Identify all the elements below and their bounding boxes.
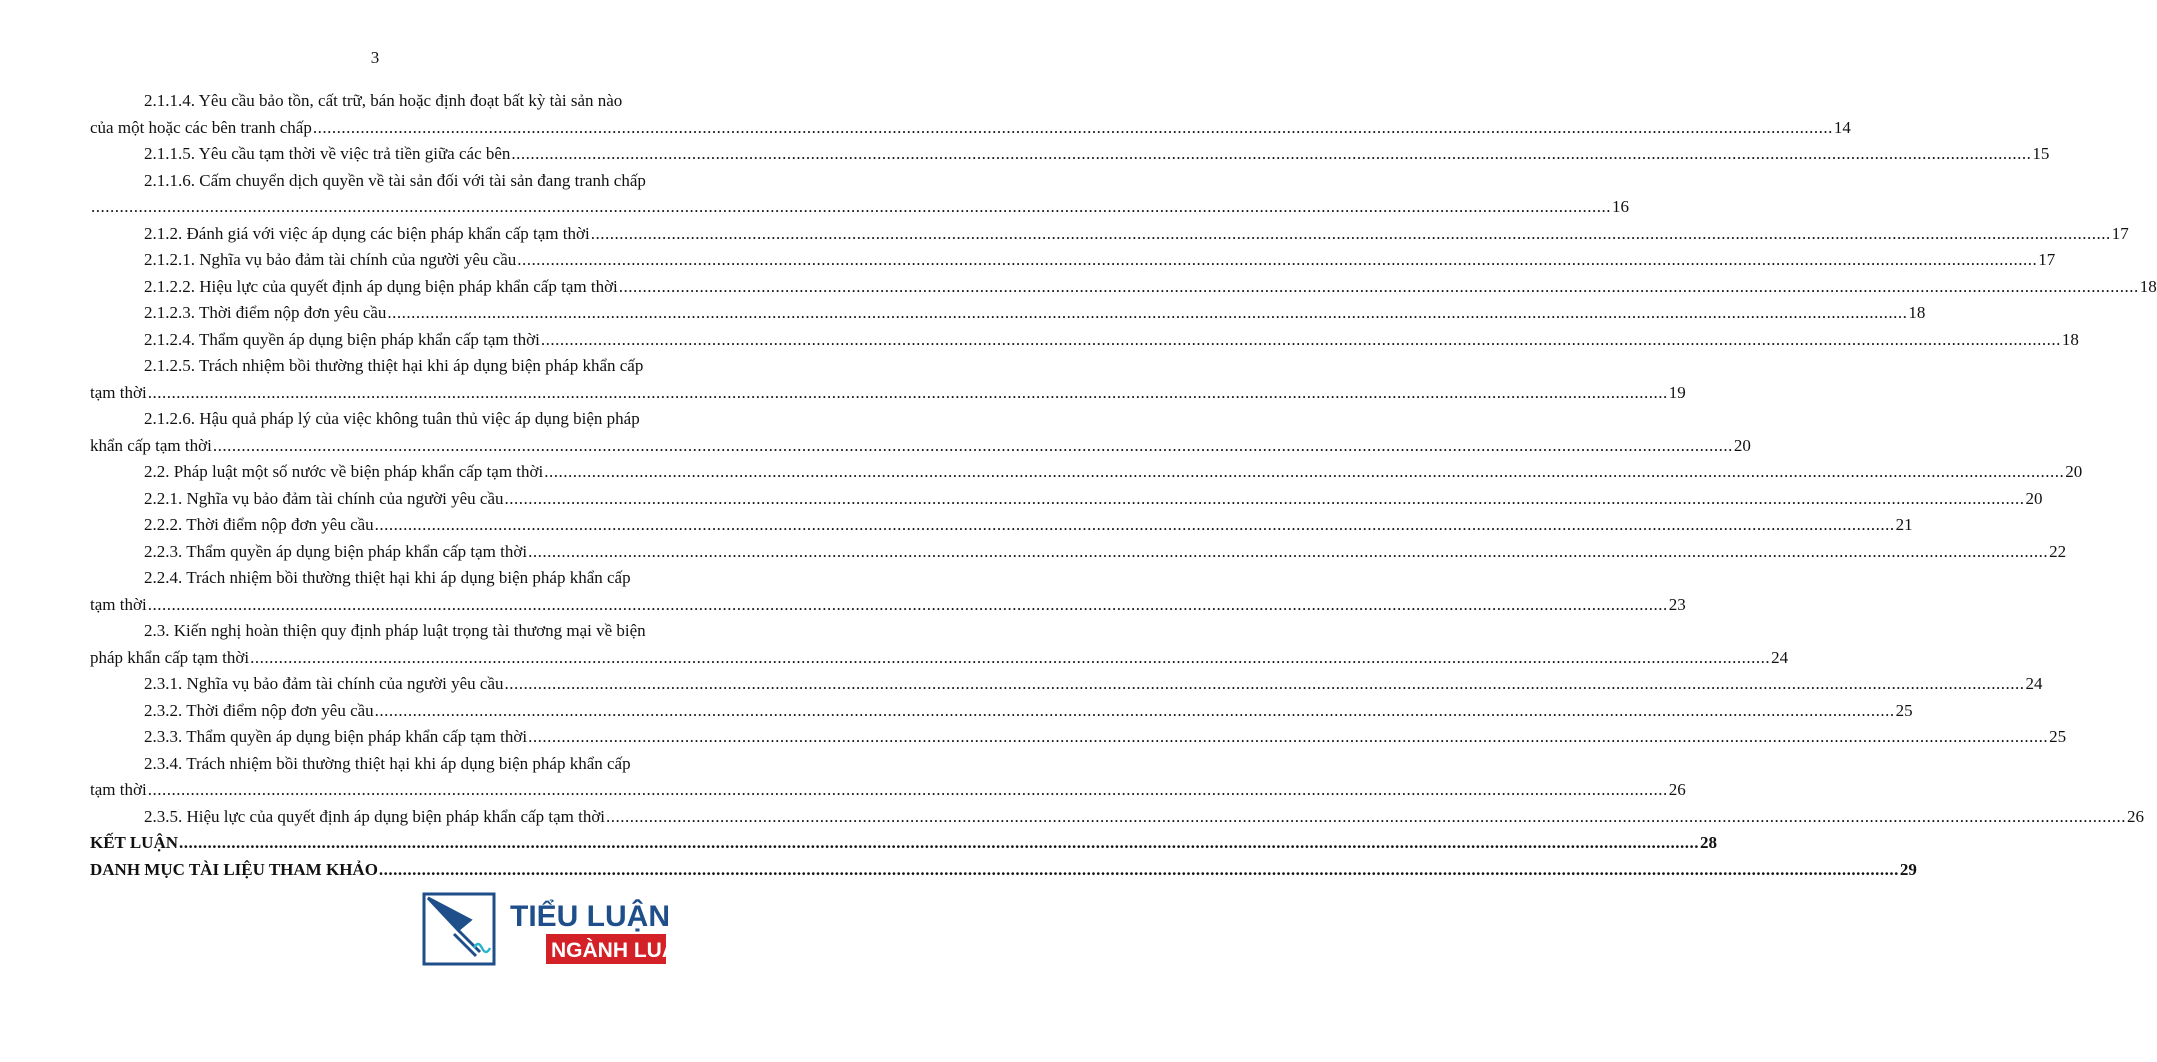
toc-entry[interactable] — [90, 698, 1913, 725]
toc-page-number: 17 — [2111, 223, 2129, 243]
toc-entry-text-line1: 2.2.4. Trách nhiệm bồi thường thiệt hại khi áp dụng biện pháp khẩn cấp — [144, 568, 631, 587]
toc-leader — [591, 221, 2111, 248]
toc-leader — [148, 777, 1668, 804]
toc-entry-text: 2.3.3. Thẩm quyền áp dụng biện pháp khẩn cấp tạm thời — [144, 727, 528, 746]
toc-leader — [213, 433, 1733, 460]
toc-entry[interactable] — [90, 486, 2043, 513]
toc-entry-text: 2.3.5. Hiệu lực của quyết định áp dụng biện pháp khẩn cấp tạm thời — [144, 806, 606, 826]
toc-entry-text: 2.3.1. Nghĩa vụ bảo đảm tài chính của người yêu cầu — [144, 674, 504, 693]
toc-entry[interactable] — [90, 459, 2083, 486]
toc-entry-text: 2.3.2. Thời điểm nộp đơn yêu cầu — [144, 700, 374, 720]
toc-page-number: 20 — [2065, 462, 2083, 481]
toc-entry[interactable] — [90, 724, 2067, 751]
toc-entry-text: khẩn cấp tạm thời — [90, 435, 212, 455]
toc-entry-text-line1: 2.1.1.4. Yêu cầu bảo tồn, cất trữ, bán hoặc định đoạt bất kỳ tài sản nào — [144, 91, 623, 110]
toc-page-number: 20 — [2025, 488, 2043, 508]
toc-page-number: 26 — [1668, 780, 1686, 799]
toc-entry[interactable] — [90, 804, 2145, 831]
toc-page-number: 24 — [1771, 647, 1789, 667]
toc-entry[interactable] — [90, 247, 2056, 274]
toc-leader — [619, 274, 2139, 301]
toc-entry[interactable] — [90, 88, 1851, 141]
toc-page-number: 21 — [1895, 515, 1913, 534]
toc-leader — [250, 645, 1770, 672]
toc-entry-text: 2.1.2.2. Hiệu lực của quyết định áp dụng biện pháp khẩn cấp tạm thời — [144, 276, 618, 296]
toc-entry[interactable] — [90, 141, 2050, 168]
toc-entry-text: tạm thời — [90, 594, 147, 614]
toc-entry-text: KẾT LUẬN — [90, 833, 179, 852]
toc-leader — [387, 300, 1907, 327]
toc-page-number: 14 — [1833, 117, 1851, 137]
toc-entry-text-line1: 2.1.1.6. Cấm chuyển dịch quyền về tài sản đối với tài sản đang tranh chấp — [144, 170, 646, 190]
toc-leader — [379, 857, 1899, 884]
toc-entry[interactable] — [90, 671, 2043, 698]
toc-entry[interactable] — [90, 327, 2079, 354]
toc-page-number: 15 — [2032, 144, 2050, 163]
toc-page-number: 25 — [2049, 727, 2067, 746]
toc-entry-conclusion[interactable] — [90, 830, 1718, 857]
toc-leader — [544, 459, 2064, 486]
toc-entry[interactable] — [90, 221, 2129, 248]
toc-leader — [148, 592, 1668, 619]
toc-entry-text: 2.1.2.3. Thời điểm nộp đơn yêu cầu — [144, 303, 387, 322]
toc-leader — [505, 671, 2025, 698]
toc-page-number: 25 — [1895, 700, 1913, 720]
toc-page-number: 29 — [1899, 859, 1917, 879]
toc-entry[interactable] — [90, 406, 1751, 459]
toc-entry-text: DANH MỤC TÀI LIỆU THAM KHẢO — [90, 859, 378, 879]
toc-page-number: 23 — [1668, 594, 1686, 614]
logo-line2: NGÀNH LUẬT — [551, 939, 690, 962]
toc-page-number: 18 — [2139, 276, 2157, 296]
toc-entry-text: của một hoặc các bên tranh chấp — [90, 117, 312, 137]
toc-leader — [91, 194, 1611, 221]
toc-entry-text-line1: 2.1.2.5. Trách nhiệm bồi thường thiệt hại khi áp dụng biện pháp khẩn cấp — [144, 356, 644, 375]
toc-leader — [179, 830, 1699, 857]
toc-entry-text: 2.2.1. Nghĩa vụ bảo đảm tài chính của người yêu cầu — [144, 488, 504, 508]
toc-entry-text: 2.1.1.5. Yêu cầu tạm thời về việc trả tiền giữa các bên — [144, 144, 511, 163]
toc-entry-text: tạm thời — [90, 780, 147, 799]
toc-entry-text: tạm thời — [90, 382, 147, 402]
toc-entry[interactable] — [90, 539, 2067, 566]
toc-entry-text: 2.2.2. Thời điểm nộp đơn yêu cầu — [144, 515, 374, 534]
toc-leader — [148, 380, 1668, 407]
toc-leader — [517, 247, 2037, 274]
toc-page-number: 16 — [1612, 197, 1629, 216]
toc-page-number: 17 — [2038, 250, 2056, 269]
toc-entry[interactable] — [90, 618, 1789, 671]
toc-page-number: 22 — [2049, 541, 2067, 561]
toc-entry-text: 2.1.2.1. Nghĩa vụ bảo đảm tài chính của người yêu cầu — [144, 250, 517, 269]
toc-entry-references[interactable] — [90, 857, 1917, 884]
toc-entry-text: 2.2.3. Thẩm quyền áp dụng biện pháp khẩn cấp tạm thời — [144, 541, 528, 561]
toc-leader — [313, 115, 1833, 142]
toc-entry-text-line1: 2.1.2.6. Hậu quả pháp lý của việc không tuân thủ việc áp dụng biện pháp — [144, 409, 640, 428]
toc-entry[interactable] — [90, 512, 1913, 539]
toc-entry[interactable] — [90, 274, 2157, 301]
brand-logo — [418, 890, 690, 968]
toc-entry-text: 2.1.2.4. Thẩm quyền áp dụng biện pháp khẩn cấp tạm thời — [144, 329, 540, 349]
toc-page-number: 26 — [2127, 806, 2145, 826]
toc-leader — [375, 698, 1895, 725]
toc-page-number: 18 — [1908, 303, 1926, 322]
toc-page-number: 19 — [1668, 382, 1686, 402]
toc-page-number: 20 — [1733, 435, 1751, 455]
toc-entry[interactable] — [90, 353, 1686, 406]
toc-entry-text: 2.2. Pháp luật một số nước về biện pháp khẩn cấp tạm thời — [144, 462, 544, 481]
toc-leader — [606, 804, 2126, 831]
toc-leader — [511, 141, 2031, 168]
toc-entry-text: pháp khẩn cấp tạm thời — [90, 647, 250, 667]
toc-page-number: 28 — [1700, 833, 1718, 852]
logo-line1: TIỂU LUẬN — [510, 900, 670, 933]
toc-entry-text-line1: 2.3. Kiến nghị hoàn thiện quy định pháp luật trọng tài thương mại về biện — [144, 621, 646, 640]
toc-page-number: 18 — [2061, 329, 2079, 349]
toc-entry[interactable] — [90, 300, 1926, 327]
toc-leader — [505, 486, 2025, 513]
toc-leader — [528, 724, 2048, 751]
toc-leader — [375, 512, 1895, 539]
toc-entry[interactable] — [90, 168, 1629, 221]
toc-entry[interactable] — [90, 751, 1686, 804]
toc-entry[interactable] — [90, 565, 1686, 618]
toc-page-number: 24 — [2025, 674, 2043, 693]
toc-entry-text: 2.1.2. Đánh giá với việc áp dụng các biện pháp khẩn cấp tạm thời — [144, 223, 590, 243]
table-of-contents — [90, 88, 2157, 883]
page-number: 3 — [370, 48, 380, 67]
toc-leader — [528, 539, 2048, 566]
toc-entry-text-line1: 2.3.4. Trách nhiệm bồi thường thiệt hại khi áp dụng biện pháp khẩn cấp — [144, 753, 631, 773]
toc-leader — [541, 327, 2061, 354]
